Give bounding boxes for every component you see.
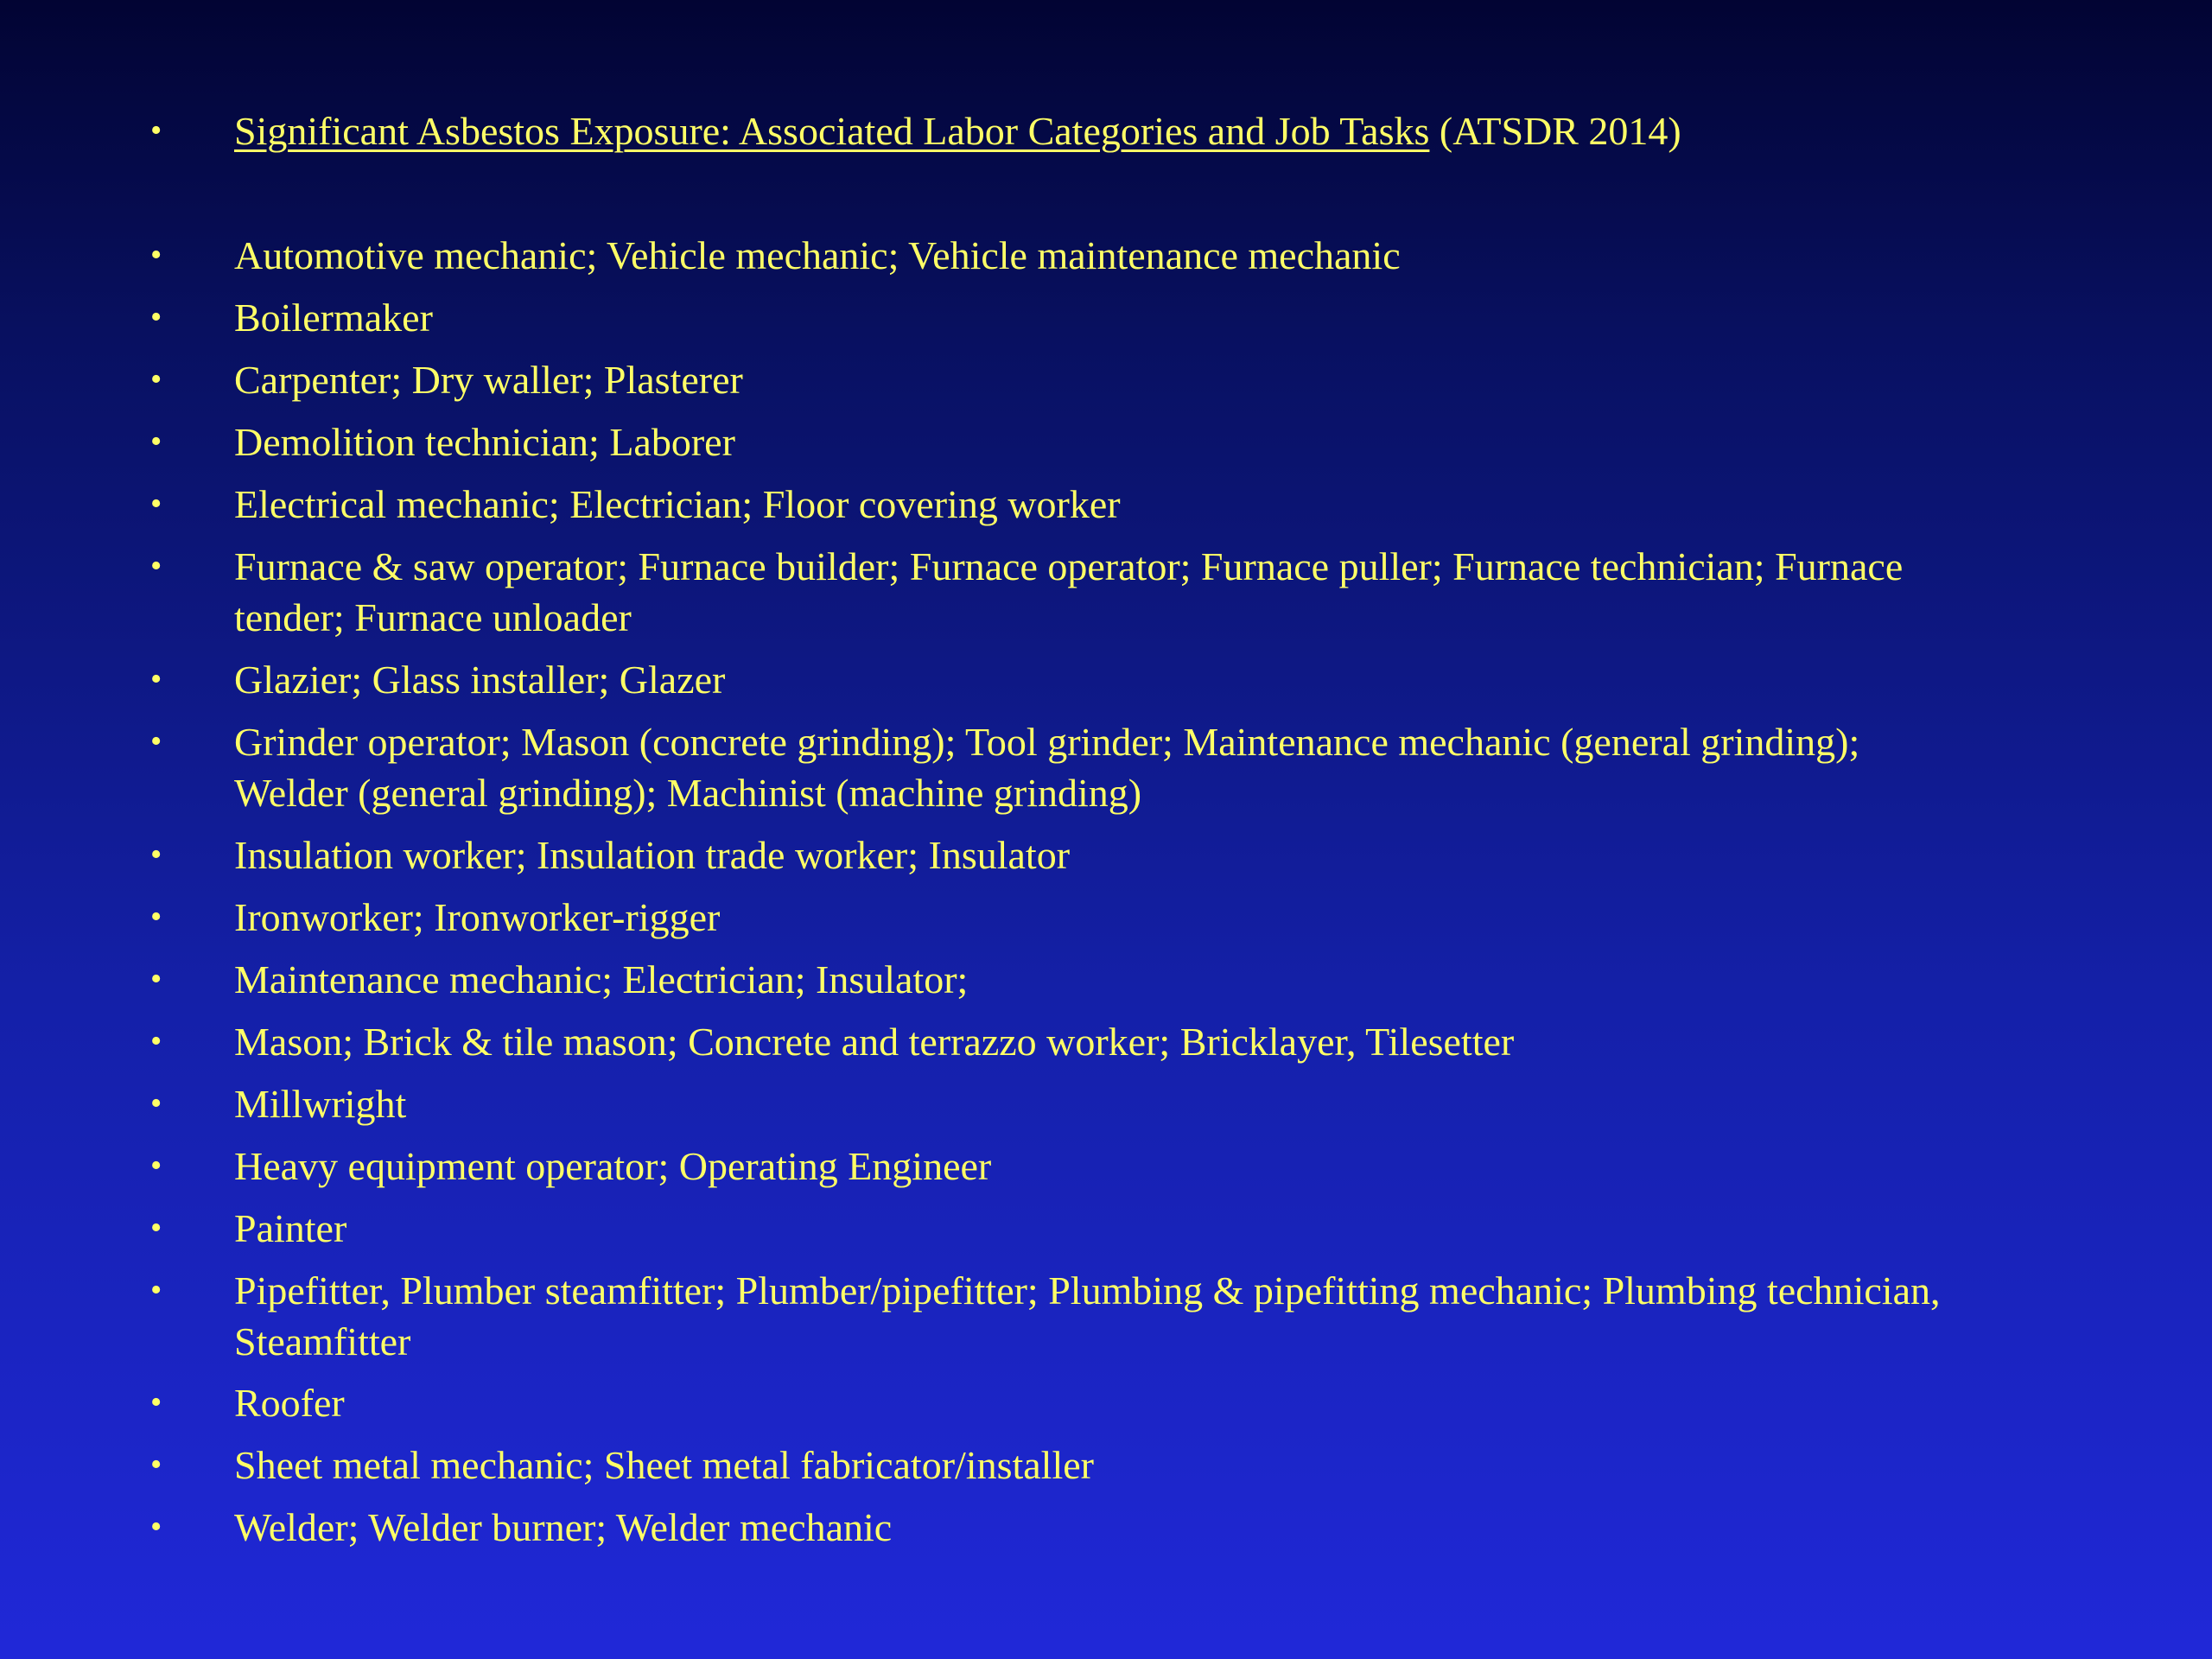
list-item-text: Welder; Welder burner; Welder mechanic	[234, 1505, 893, 1549]
bullet-icon: •	[150, 1384, 162, 1421]
bullet-icon: •	[150, 661, 162, 697]
bullet-icon: •	[150, 1023, 162, 1059]
bullet-icon: •	[150, 836, 162, 873]
slide-heading	[234, 105, 1980, 156]
bullet-icon: •	[150, 1147, 162, 1184]
list-item-text: Boilermaker	[234, 296, 433, 340]
list-item-text: Mason; Brick & tile mason; Concrete and terrazzo worker; Bricklayer, Tilesetter	[234, 1020, 1515, 1064]
bullet-icon: •	[150, 1272, 162, 1308]
list-item-text: Painter	[234, 1206, 347, 1250]
list-item-text: Automotive mechanic; Vehicle mechanic; Vehicle maintenance mechanic	[234, 233, 1401, 277]
bullet-icon: •	[150, 548, 162, 584]
list-item-text: Ironworker; Ironworker-rigger	[234, 895, 721, 939]
list-item-text: Insulation worker; Insulation trade worker; Insulator	[234, 833, 1071, 877]
bullet-icon: •	[150, 961, 162, 997]
list-item-text: Maintenance mechanic; Electrician; Insulator;	[234, 957, 969, 1001]
list-item-text: Electrical mechanic; Electrician; Floor covering worker	[234, 482, 1121, 526]
list-item-text: Demolition technician; Laborer	[234, 420, 735, 464]
bullet-icon: •	[150, 486, 162, 522]
list-item-text: Grinder operator; Mason (concrete grinding); Tool grinder; Maintenance mechanic (general grinding); Welder (general grinding); Machinist (machine grinding)	[234, 720, 1860, 815]
bullet-icon: •	[150, 899, 162, 935]
list-item-text: Carpenter; Dry waller; Plasterer	[234, 358, 743, 402]
bullet-icon: •	[150, 1509, 162, 1545]
list-item-text: Heavy equipment operator; Operating Engineer	[234, 1144, 992, 1188]
list-item-text: Furnace & saw operator; Furnace builder; Furnace operator; Furnace puller; Furnace technician; Furnace tender; Furnace unloader	[234, 544, 1904, 639]
bullet-icon: •	[150, 1085, 162, 1122]
heading-title: Significant Asbestos Exposure: Associated Labor Categories and Job Tasks	[234, 109, 1430, 153]
bullet-icon: •	[150, 723, 162, 760]
heading-citation: (ATSDR 2014)	[1429, 109, 1681, 153]
bullet-icon: •	[150, 299, 162, 335]
bullet-icon: •	[150, 423, 162, 460]
list-item-text: Millwright	[234, 1082, 407, 1126]
bullet-icon: •	[150, 112, 162, 149]
list-item-text: Sheet metal mechanic; Sheet metal fabricator/installer	[234, 1443, 1094, 1487]
list-item-text: Glazier; Glass installer; Glazer	[234, 658, 726, 702]
list-item-text: Roofer	[234, 1381, 345, 1425]
bullet-icon: •	[150, 237, 162, 273]
bullet-icon: •	[150, 361, 162, 397]
bullet-icon: •	[150, 1210, 162, 1246]
list-item-text: Pipefitter, Plumber steamfitter; Plumber/pipefitter; Plumbing & pipefitting mechanic; Plumbing technician, Steamfitter	[234, 1268, 1941, 1363]
bullet-icon: •	[150, 1446, 162, 1483]
